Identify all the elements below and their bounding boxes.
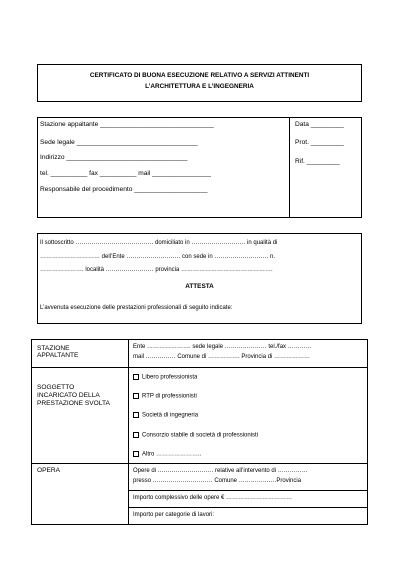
stazione-appaltante-field: Stazione appaltante _______________________________	[40, 121, 214, 128]
importo-categorie: Importo per categorie di lavori:	[133, 512, 215, 518]
title-line2: L’ARCHITETTURA E L’INGEGNERIA	[145, 83, 254, 90]
importo-complessivo: Importo complessivo delle opere € ……………………………	[133, 495, 293, 501]
declaration-line4: L’avvenuta esecuzione delle prestazioni professionali di seguito indicate:	[40, 305, 233, 311]
checkbox-icon[interactable]	[133, 432, 139, 438]
opera-value-1: Opere di ………………………. relative all’intervento di ……………	[133, 468, 308, 474]
table-row-divider-3	[128, 490, 367, 491]
opera-value-2: presso ………………………… Comune …………….…Provincia	[133, 478, 302, 484]
details-table	[31, 339, 368, 525]
header-divider	[289, 118, 290, 217]
indirizzo-field: Indirizzo _________________________________	[40, 154, 188, 161]
option-consorzio-stabile[interactable]: Consorzio stabile di società di professionisti	[133, 432, 258, 439]
option-libero-professionista[interactable]: Libero professionista	[133, 374, 197, 381]
declaration-box	[37, 233, 362, 324]
stazione-value-1: Ente …………………. sede legale ………………… tel./fax …………	[133, 344, 312, 350]
title-line1: CERTIFICATO DI BUONA ESECUZIONE RELATIVO A SERVIZI ATTINENTI	[89, 72, 310, 79]
option-altro[interactable]: Altro …………………..	[133, 451, 201, 458]
data-field: Data _________	[295, 121, 344, 128]
rif-field: Rif. _________	[295, 158, 340, 165]
checkbox-icon[interactable]	[133, 412, 139, 418]
soggetto-label-3: PRESTAZIONE SVOLTA	[37, 400, 110, 407]
declaration-line3: …………………. località …………………… provincia ……………………………………….	[40, 267, 273, 273]
attesta-heading: ATTESTA	[185, 283, 214, 290]
checkbox-icon[interactable]	[133, 451, 139, 457]
stazione-label-2: APPALTANTE	[37, 352, 79, 359]
soggetto-label-1: SOGGETTO	[37, 384, 75, 391]
sede-legale-field: Sede legale _________________________________	[40, 139, 198, 146]
option-rtp-professionisti[interactable]: RTP di professionisti	[133, 393, 197, 400]
option-societa-ingegneria[interactable]: Società di ingegneria	[133, 412, 198, 419]
responsabile-field: Responsabile del procedimento ____________________	[40, 186, 208, 193]
prot-field: Prot. _________	[295, 139, 344, 146]
opera-label: OPERA	[37, 467, 61, 474]
title-box	[37, 64, 362, 102]
tel-fax-mail-field: tel. __________ fax __________ mail ________________	[40, 170, 211, 177]
declaration-line2: ………………………… dell’Ente ……………………… con sede in ……………………… n.	[40, 254, 276, 260]
checkbox-icon[interactable]	[133, 393, 139, 399]
checkbox-icon[interactable]	[133, 374, 139, 380]
declaration-line1: Il sottoscritto ………………………………… domiciliato in ……………………… in qualità di	[40, 240, 278, 246]
stazione-label-1: STAZIONE	[37, 345, 70, 352]
table-row-divider-2	[32, 463, 367, 464]
soggetto-label-2: INCARICATO DELLA	[37, 392, 100, 399]
table-row-divider-1	[32, 367, 367, 368]
table-row-divider-4	[128, 507, 367, 508]
stazione-value-2: mail …………… Comune di ……………. Provincia di ………………	[133, 354, 311, 360]
header-form-box	[37, 117, 362, 218]
